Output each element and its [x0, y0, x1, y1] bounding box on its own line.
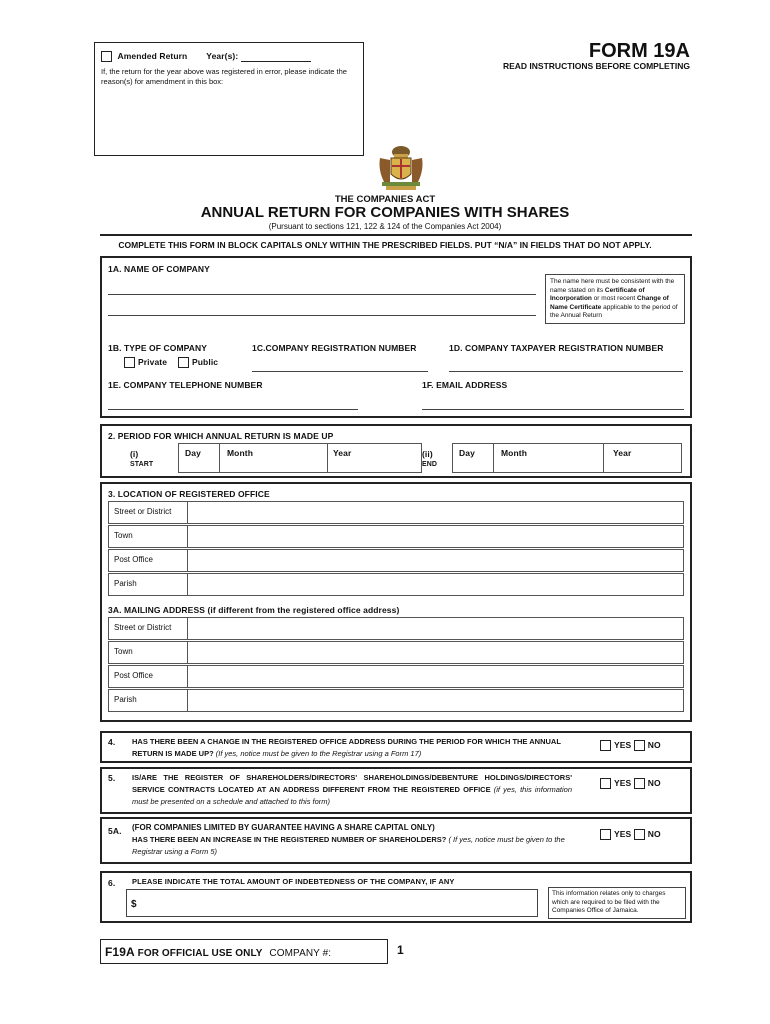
telephone-input[interactable] — [108, 409, 358, 410]
q5a-text — [132, 822, 582, 858]
q4-number: 4. — [108, 737, 116, 747]
q6-text: PLEASE INDICATE THE TOTAL AMOUNT OF INDEBTEDNESS OF THE COMPANY, IF ANY — [132, 877, 455, 886]
start-day-divider — [219, 444, 220, 472]
mail-town-row[interactable] — [108, 641, 684, 664]
q5a-number: 5A. — [108, 826, 122, 836]
read-instructions: READ INSTRUCTIONS BEFORE COMPLETING — [502, 61, 690, 71]
end-date-field[interactable] — [452, 443, 682, 473]
row-divider — [187, 618, 188, 639]
registration-number-label: 1C.COMPANY REGISTRATION NUMBER — [252, 343, 417, 353]
amended-return-box[interactable] — [94, 42, 364, 156]
q4-question: HAS THERE BEEN A CHANGE IN THE REGISTERED OFFICE ADDRESS DURING THE PERIOD FOR WHICH THE ANNUAL RETURN IS MADE UP? — [132, 737, 561, 758]
q5a-no-checkbox[interactable] — [634, 829, 645, 840]
page-title: ANNUAL RETURN FOR COMPANIES WITH SHARES — [200, 204, 570, 221]
start-year-label: Year — [333, 448, 352, 458]
official-use-label: FOR OFFICIAL USE ONLY — [137, 948, 263, 959]
start-day-label: Day — [185, 448, 201, 458]
q5-yes-checkbox[interactable] — [600, 778, 611, 789]
q5a-question: HAS THERE BEEN AN INCREASE IN THE REGISTERED NUMBER OF SHAREHOLDERS? — [132, 835, 447, 844]
amended-return-checkbox[interactable] — [101, 51, 112, 62]
year-input[interactable] — [241, 61, 311, 62]
question-5 — [100, 767, 692, 814]
post-office-label: Post Office — [114, 671, 153, 680]
start-number: (i) — [130, 449, 139, 459]
parish-label: Parish — [114, 579, 137, 588]
page-number: 1 — [397, 943, 404, 957]
question-6 — [100, 871, 692, 923]
office-town-row[interactable] — [108, 525, 684, 548]
title-rule — [100, 234, 692, 236]
mail-parish-row[interactable] — [108, 689, 684, 712]
q5a-no-label: NO — [647, 829, 661, 839]
start-month-divider — [327, 444, 328, 472]
row-divider — [187, 526, 188, 547]
taxpayer-number-input[interactable] — [449, 371, 683, 372]
registration-number-input[interactable] — [252, 371, 428, 372]
row-divider — [187, 642, 188, 663]
q4-no-label: NO — [647, 740, 661, 750]
block-capitals-instruction: COMPLETE THIS FORM IN BLOCK CAPITALS ONLY WITHIN THE PRESCRIBED FIELDS. PUT “N/A” IN FIELDS THAT DO NOT APPLY. — [118, 240, 652, 250]
end-number: (ii) — [422, 449, 433, 459]
street-label: Street or District — [114, 507, 172, 516]
start-month-label: Month — [227, 448, 253, 458]
period-label: 2. PERIOD FOR WHICH ANNUAL RETURN IS MADE UP — [108, 431, 334, 441]
q5-question: IS/ARE THE REGISTER OF SHAREHOLDERS/DIRECTORS' SHAREHOLDINGS/DEBENTURE HOLDINGS/DIRECTORS' SERVICE CONTRACTS LOCATED AT AN ADDRESS DIFFERENT FROM THE REGISTERED OFFICE — [132, 773, 572, 794]
currency-symbol: $ — [131, 899, 137, 910]
email-label: 1F. EMAIL ADDRESS — [422, 380, 508, 390]
company-type-label: 1B. TYPE OF COMPANY — [108, 343, 208, 353]
town-label: Town — [114, 531, 133, 540]
company-name-note — [545, 274, 685, 324]
row-divider — [187, 574, 188, 595]
public-label: Public — [192, 357, 219, 367]
company-type-options — [124, 357, 218, 368]
office-street-row[interactable] — [108, 501, 684, 524]
row-divider — [187, 690, 188, 711]
section-1 — [100, 256, 692, 418]
office-parish-row[interactable] — [108, 573, 684, 596]
street-label: Street or District — [114, 623, 172, 632]
registered-office-label: 3. LOCATION OF REGISTERED OFFICE — [108, 489, 270, 499]
taxpayer-number-label: 1D. COMPANY TAXPAYER REGISTRATION NUMBER — [449, 343, 664, 353]
footer-form-id: F19A — [105, 945, 135, 959]
note-text-1: The name here must be consistent with the name stated on its — [550, 278, 675, 294]
q5a-heading: (FOR COMPANIES LIMITED BY GUARANTEE HAVING A SHARE CAPITAL ONLY) — [132, 823, 435, 832]
question-5a — [100, 817, 692, 864]
mail-post-office-row[interactable] — [108, 665, 684, 688]
q6-number: 6. — [108, 878, 116, 888]
q5a-note: ( If yes, notice must be given to the Registrar using a Form 5) — [132, 835, 565, 856]
company-name-line-2[interactable] — [108, 315, 536, 316]
note-bold-2: Change of Name Certificate — [550, 295, 669, 311]
company-name-label: 1A. NAME OF COMPANY — [108, 264, 210, 274]
note-bold-1: Certificate of Incorporation — [550, 286, 645, 302]
q5-no-label: NO — [647, 778, 661, 788]
private-label: Private — [138, 357, 168, 367]
start-label: START — [130, 461, 154, 468]
telephone-label: 1E. COMPANY TELEPHONE NUMBER — [108, 380, 263, 390]
indebtedness-input[interactable] — [126, 889, 538, 917]
end-month-label: Month — [501, 448, 527, 458]
q4-note: (If yes, notice must be given to the Registrar using a Form 17) — [215, 749, 422, 758]
end-day-label: Day — [459, 448, 475, 458]
note-text-3: applicable to the period of the Annual Return — [550, 303, 678, 319]
email-input[interactable] — [422, 409, 684, 410]
page-subtitle: (Pursuant to sections 121, 122 & 124 of the Companies Act 2004) — [268, 222, 502, 231]
form-id: FORM 19A — [588, 40, 690, 62]
amended-return-row — [101, 51, 311, 62]
private-checkbox[interactable] — [124, 357, 135, 368]
end-day-divider — [493, 444, 494, 472]
office-post-office-row[interactable] — [108, 549, 684, 572]
year-label: Year(s): — [206, 51, 239, 61]
q4-no-checkbox[interactable] — [634, 740, 645, 751]
note-text-2: or most recent — [591, 295, 638, 302]
mail-street-row[interactable] — [108, 617, 684, 640]
q5-text — [132, 772, 572, 808]
q4-text — [132, 736, 586, 760]
row-divider — [187, 502, 188, 523]
act-title: THE COMPANIES ACT — [334, 194, 436, 205]
q5-note: (if yes, this information must be presented on a schedule and attached to this form) — [132, 785, 572, 806]
q4-options — [600, 740, 661, 751]
q5-no-checkbox[interactable] — [634, 778, 645, 789]
amend-instruction: If, the return for the year above was registered in error, please indicate the reason(s) for amendment in this box: — [101, 67, 347, 86]
company-name-line-1[interactable] — [108, 294, 536, 295]
end-label: END — [422, 461, 438, 468]
company-number-label: COMPANY #: — [269, 948, 332, 959]
section-3 — [100, 482, 692, 722]
q5-yes-label: YES — [614, 778, 632, 788]
q5a-yes-label: YES — [614, 829, 632, 839]
q4-yes-checkbox[interactable] — [600, 740, 611, 751]
official-use-row — [105, 945, 331, 959]
q6-note: This information relates only to charges which are required to be filed with the Companies Office of Jamaica. — [548, 887, 686, 919]
question-4 — [100, 731, 692, 763]
start-date-field[interactable] — [178, 443, 422, 473]
town-label: Town — [114, 647, 133, 656]
q5-number: 5. — [108, 773, 116, 783]
section-2 — [100, 424, 692, 478]
q4-yes-label: YES — [614, 740, 632, 750]
post-office-label: Post Office — [114, 555, 153, 564]
end-month-divider — [603, 444, 604, 472]
q5-options — [600, 778, 661, 789]
row-divider — [187, 550, 188, 571]
parish-label: Parish — [114, 695, 137, 704]
official-use-box — [100, 939, 388, 964]
q5a-yes-checkbox[interactable] — [600, 829, 611, 840]
amended-return-label: Amended Return — [117, 51, 188, 61]
public-checkbox[interactable] — [178, 357, 189, 368]
row-divider — [187, 666, 188, 687]
mailing-address-label: 3A. MAILING ADDRESS (if different from the registered office address) — [108, 605, 400, 615]
coat-of-arms-icon — [374, 140, 428, 192]
q5a-options — [600, 829, 661, 840]
end-year-label: Year — [613, 448, 632, 458]
